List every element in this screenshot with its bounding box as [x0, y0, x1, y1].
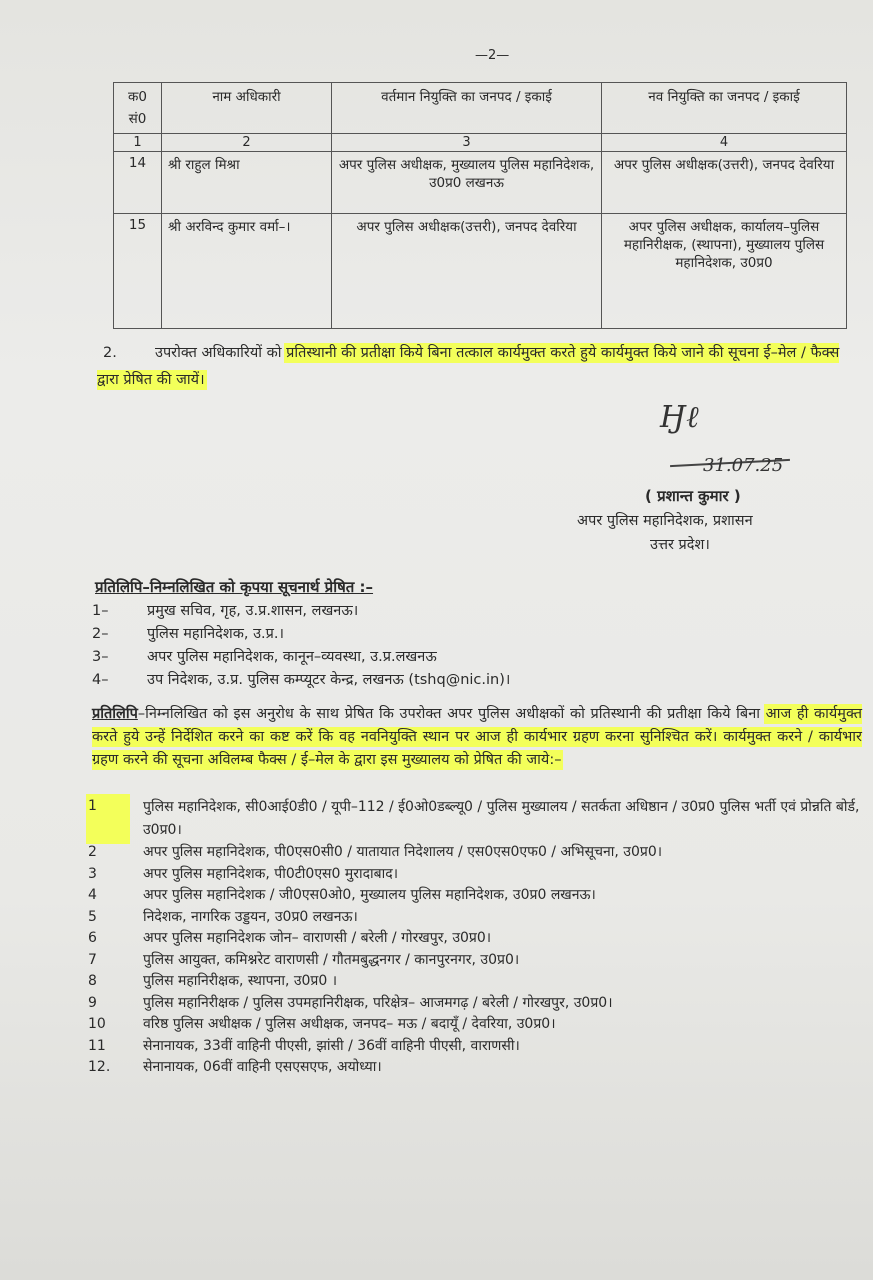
highlighted-text: प्रतिस्थानी की प्रतीक्षा किये बिना तत्काल कार्यमुक्त करते हुये कार्यमुक्त किये जाने की सूचना ई–मेल / फैक्स द्वारा प्रेषित की जायें। — [97, 345, 840, 388]
list-item: 8 पुलिस महानिरीक्षक, स्थापना, उ0प्र0 । — [88, 973, 338, 989]
header-current-posting: वर्तमान नियुक्ति का जनपद / इकाई — [332, 83, 602, 134]
header-sno: क0 सं0 — [114, 83, 162, 134]
list-item: 4– उप निदेशक, उ.प्र. पुलिस कम्प्यूटर केन्द्र, लखनऊ (tshq@nic.in)। — [92, 672, 511, 688]
list-item: 1– प्रमुख सचिव, गृह, उ.प्र.शासन, लखनऊ। — [92, 603, 359, 619]
list-item: 10 वरिष्ठ पुलिस अधीक्षक / पुलिस अधीक्षक, जनपद– मऊ / बदायूँ / देवरिया, उ0प्र0। — [88, 1016, 556, 1032]
list-item: 11 सेनानायक, 33वीं वाहिनी पीएसी, झांसी / 36वीं वाहिनी पीएसी, वाराणसी। — [88, 1037, 520, 1054]
list-item: 4 अपर पुलिस महानिदेशक / जी0एस0ओ0, मुख्यालय पुलिस महानिदेशक, उ0प्र0 लखनऊ। — [88, 887, 596, 903]
new-posting-cell: अपर पुलिस अधीक्षक, कार्यालय–पुलिस महानिरीक्षक, (स्थापना), मुख्यालय पुलिस महानिदेशक, उ0प्र0 — [602, 214, 847, 329]
new-posting-cell: अपर पुलिस अधीक्षक(उत्तरी), जनपद देवरिया — [602, 152, 847, 214]
table-row — [114, 152, 847, 214]
name-cell: श्री अरविन्द कुमार वर्मा–। — [162, 214, 332, 329]
paragraph-2 — [97, 340, 859, 394]
copy-instruction-paragraph — [92, 703, 862, 772]
list-item: 12. सेनानायक, 06वीं वाहिनी एसएसएफ, अयोध्या। — [88, 1059, 382, 1075]
signatory-state: उत्तर प्रदेश। — [650, 537, 710, 553]
copy-lead: प्रतिलिपि — [92, 706, 138, 722]
list-item: 9 पुलिस महानिरीक्षक / पुलिस उपमहानिरीक्षक, परिक्षेत्र– आजमगढ़ / बरेली / गोरखपुर, उ0प्र0। — [88, 994, 613, 1011]
header-name: नाम अधिकारी — [162, 83, 332, 134]
signatory-name: ( प्रशान्त कुमार ) — [645, 487, 741, 505]
current-posting-cell: अपर पुलिस अधीक्षक, मुख्यालय पुलिस महानिदेशक, उ0प्र0 लखनऊ — [332, 152, 602, 214]
index-cell: 4 — [602, 134, 847, 152]
copy-heading: प्रतिलिपि–निम्नलिखित को कृपया सूचनार्थ प्रेषित :– — [95, 578, 374, 596]
sno-cell: 14 — [114, 152, 162, 214]
current-posting-cell: अपर पुलिस अधीक्षक(उत्तरी), जनपद देवरिया — [332, 214, 602, 329]
table-index-row — [114, 134, 847, 152]
list-item: 2– पुलिस महानिदेशक, उ.प्र.। — [92, 626, 284, 642]
list-item: 7 पुलिस आयुक्त, कमिश्नरेट वाराणसी / गौतमबुद्धनगर / कानपुरनगर, उ0प्र0। — [88, 951, 520, 968]
copy-list — [92, 600, 510, 692]
distribution-list — [88, 796, 868, 1079]
index-cell: 1 — [114, 134, 162, 152]
index-cell: 2 — [162, 134, 332, 152]
signature-date: 31.07.25 — [703, 455, 784, 476]
table-row — [114, 214, 847, 329]
table-header-row — [114, 83, 847, 134]
sno-cell: 15 — [114, 214, 162, 329]
list-item: 1 पुलिस महानिदेशक, सी0आई0डी0 / यूपी–112 / ई0ओ0डब्ल्यू0 / पुलिस मुख्यालय / सतर्कता अधिष्ठान / उ0प्र0 पुलिस भर्ती एवं प्रोन्नति बोर्ड, उ0प्र0। — [88, 796, 868, 842]
list-item: 5 निदेशक, नागरिक उड्डयन, उ0प्र0 लखनऊ। — [88, 908, 358, 925]
list-item: 3– अपर पुलिस महानिदेशक, कानून–व्यवस्था, उ.प्र.लखनऊ — [92, 649, 437, 665]
index-cell: 3 — [332, 134, 602, 152]
header-new-posting: नव नियुक्ति का जनपद / इकाई — [602, 83, 847, 134]
list-item: 2 अपर पुलिस महानिदेशक, पी0एस0सी0 / यातायात निदेशालय / एस0एस0एफ0 / अभिसूचना, उ0प्र0। — [88, 844, 663, 860]
handwritten-signature: Ӈℓ — [660, 400, 699, 435]
postings-table — [113, 82, 847, 329]
paragraph-number: 2. — [103, 345, 117, 361]
page-number: —2— — [475, 48, 510, 63]
name-cell: श्री राहुल मिश्रा — [162, 152, 332, 214]
copy-text: –निम्नलिखित को इस अनुरोध के साथ प्रेषित कि उपरोक्त अपर पुलिस अधीक्षकों को प्रतिस्थानी की प्रतीक्षा किये बिना — [137, 706, 766, 722]
paragraph-text: उपरोक्त अधिकारियों को — [155, 345, 287, 361]
list-item: 6 अपर पुलिस महानिदेशक जोन– वाराणसी / बरेली / गोरखपुर, उ0प्र0। — [88, 930, 492, 946]
list-item: 3 अपर पुलिस महानिदेशक, पी0टी0एस0 मुरादाबाद। — [88, 865, 399, 882]
signatory-designation: अपर पुलिस महानिदेशक, प्रशासन — [577, 513, 753, 529]
highlighted-text: आज ही कार्यमुक्त करते हुये उन्हें निर्देशित करने का कष्ट करें कि वह नवनियुक्ति स्थान पर आज ही कार्यभार ग्रहण करना सुनिश्चित करें। कार्यमुक्त करने / कार्यभार ग्रहण करने की सूचना अविलम्ब फैक्स / ई–मेल के द्वारा इस मुख्यालय को प्रेषित की जाये:– — [92, 706, 862, 768]
